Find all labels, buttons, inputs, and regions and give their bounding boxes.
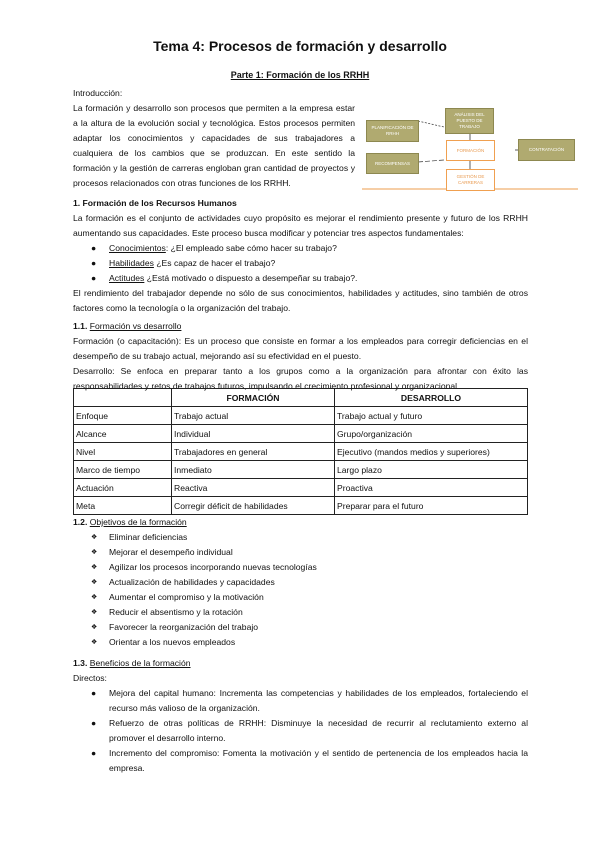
diagram-box-recompensas: RECOMPENSAS	[366, 153, 419, 174]
item-text: Mejora del capital humano: Incrementa las competencias y habilidades de los empleados, fortaleciendo el recurso más valioso de la organización.	[109, 688, 528, 713]
item-text: Aumentar el compromiso y la motivación	[109, 592, 264, 602]
item-text: ¿El empleado sabe cómo hacer su trabajo?	[170, 243, 337, 253]
table-cell: Actuación	[74, 479, 172, 497]
table-row	[74, 461, 528, 479]
item-text: Reducir el absentismo y la rotación	[109, 607, 243, 617]
list-item	[73, 530, 528, 545]
bullet-icon: ●	[91, 718, 97, 728]
list-item	[73, 620, 528, 635]
item-text: Refuerzo de otras políticas de RRHH: Disminuye la necesidad de recurrir al reclutamiento externo al promover el desarrollo interno.	[109, 718, 528, 743]
table-cell: Alcance	[74, 425, 172, 443]
table-cell: Reactiva	[172, 479, 335, 497]
section-1-2-heading: Objetivos de la formación	[89, 517, 187, 527]
section-1-closing: El rendimiento del trabajador depende no sólo de sus conocimientos, habilidades y actitudes, sino también de otros factores como la tecnología o la organización del trabajo.	[73, 288, 528, 313]
bullet-icon: ●	[91, 243, 97, 253]
list-item	[73, 635, 528, 650]
diagram-box-formacion: FORMACIÓN	[446, 140, 495, 161]
directos-label: Directos:	[73, 673, 107, 683]
list-item	[73, 560, 528, 575]
bullet-icon: ❖	[91, 579, 98, 586]
item-text: Eliminar deficiencias	[109, 532, 188, 542]
section-1-3	[73, 656, 528, 776]
term: Habilidades	[109, 258, 154, 268]
item-text: Orientar a los nuevos empleados	[109, 637, 236, 647]
table-cell: Corregir déficit de habilidades	[172, 497, 335, 515]
table-cell: Individual	[172, 425, 335, 443]
list-item	[73, 256, 528, 271]
table-row	[74, 497, 528, 515]
table-row	[74, 407, 528, 425]
diagram-box-planificacion: PLANIFICACIÓN DE RRHH	[366, 120, 419, 142]
item-text: ¿Es capaz de hacer el trabajo?	[156, 258, 276, 268]
table-cell: Grupo/organización	[335, 425, 528, 443]
table-row	[74, 443, 528, 461]
intro-heading: Introducción:	[73, 88, 123, 98]
desarrollo-definition: Desarrollo: Se enfoca en preparar tanto a los grupos como a la organización para afrontar con éxito las responsabilidades y retos de trabajos futuros, impulsando el crecimiento profesional y organizacional.	[73, 366, 528, 391]
item-text: Mejorar el desempeño individual	[109, 547, 233, 557]
header-cell: FORMACIÓN	[172, 389, 335, 407]
table-cell: Proactiva	[335, 479, 528, 497]
section-1-1	[73, 319, 528, 394]
section-number: 1.2.	[73, 517, 90, 527]
section-number: 1.3.	[73, 658, 90, 668]
objectives-list	[73, 530, 528, 650]
diagram-box-analisis: ANÁLISIS DEL PUESTO DE TRABAJO	[445, 108, 494, 134]
item-text: Incremento del compromiso: Fomenta la motivación y el sentido de pertenencia de los empleados hacia la empresa.	[109, 748, 528, 773]
section-1-1-heading: Formación vs desarrollo	[89, 321, 182, 331]
benefits-list	[73, 686, 528, 776]
separator: :	[165, 243, 171, 253]
bullet-icon: ❖	[91, 564, 98, 571]
intro-text: La formación y desarrollo son procesos que permiten a la empresa estar a la altura de la evolución social y tecnológica. Estos procesos permiten adaptar los conocimientos y capacidades de sus trabajadores a cualquiera de los cambios que se produzcan. En este sentido la formación y la gestión de carreras engloban gran cantidad de proyectos y procesos relacionados con otras funciones de los RRHH.	[73, 103, 355, 188]
list-item	[73, 241, 528, 256]
list-item	[73, 686, 528, 716]
formacion-definition: Formación (o capacitación): Es un proceso que consiste en formar a los empleados para corregir deficiencias en el desempeño de su trabajo actual, mejorando así su efectividad en el puesto.	[73, 336, 528, 361]
item-text: ¿Está motivado o dispuesto a desempeñar su trabajo?.	[146, 273, 358, 283]
section-number: 1.1.	[73, 321, 90, 331]
item-text: Favorecer la reorganización del trabajo	[109, 622, 259, 632]
list-item	[73, 716, 528, 746]
header-cell: DESARROLLO	[335, 389, 528, 407]
bullet-icon: ❖	[91, 534, 98, 541]
table-cell: Inmediato	[172, 461, 335, 479]
table-cell: Enfoque	[74, 407, 172, 425]
term: Actitudes	[109, 273, 145, 283]
bullet-icon: ●	[91, 273, 97, 283]
diagram-box-carreras: GESTIÓN DE CARRERAS	[446, 169, 495, 191]
term: Conocimientos	[109, 243, 166, 253]
diagram-box-contratacion: CONTRATACIÓN	[518, 139, 575, 161]
aspects-list	[73, 241, 528, 286]
table-cell: Ejecutivo (mandos medios y superiores)	[335, 443, 528, 461]
bullet-icon: ●	[91, 688, 97, 698]
table-cell: Trabajo actual	[172, 407, 335, 425]
bullet-icon: ❖	[91, 624, 98, 631]
table-cell: Trabajo actual y futuro	[335, 407, 528, 425]
list-item	[73, 746, 528, 776]
list-item	[73, 271, 528, 286]
bullet-icon: ❖	[91, 594, 98, 601]
section-1-heading: 1. Formación de los Recursos Humanos	[73, 198, 237, 208]
table-cell: Meta	[74, 497, 172, 515]
bullet-icon: ●	[91, 258, 97, 268]
table-row	[74, 479, 528, 497]
list-item	[73, 575, 528, 590]
table-row	[74, 425, 528, 443]
table-header-row	[74, 389, 528, 407]
section-1-text: La formación es el conjunto de actividades cuyo propósito es mejorar el rendimiento presente y futuro de los RRHH aumentando sus capacidades. Este proceso busca modificar y potenciar tres aspectos fundamentales:	[73, 213, 528, 238]
list-item	[73, 590, 528, 605]
item-text: Agilizar los procesos incorporando nuevas tecnologías	[109, 562, 317, 572]
table-cell: Marco de tiempo	[74, 461, 172, 479]
section-1-3-heading: Beneficios de la formación	[89, 658, 191, 668]
bullet-icon: ❖	[91, 639, 98, 646]
process-diagram	[362, 100, 598, 192]
list-item	[73, 545, 528, 560]
document-title: Tema 4: Procesos de formación y desarrollo	[153, 38, 447, 54]
bullet-icon: ❖	[91, 609, 98, 616]
section-1	[73, 196, 528, 316]
table-cell: Nivel	[74, 443, 172, 461]
table-cell: Preparar para el futuro	[335, 497, 528, 515]
table-cell: Trabajadores en general	[172, 443, 335, 461]
part-heading: Parte 1: Formación de los RRHH	[230, 70, 370, 80]
bullet-icon: ❖	[91, 549, 98, 556]
item-text: Actualización de habilidades y capacidades	[109, 577, 275, 587]
section-1-2	[73, 515, 528, 650]
bullet-icon: ●	[91, 748, 97, 758]
comparison-table	[73, 388, 528, 515]
list-item	[73, 605, 528, 620]
header-cell	[74, 389, 172, 407]
introduction	[73, 86, 355, 191]
table-cell: Largo plazo	[335, 461, 528, 479]
